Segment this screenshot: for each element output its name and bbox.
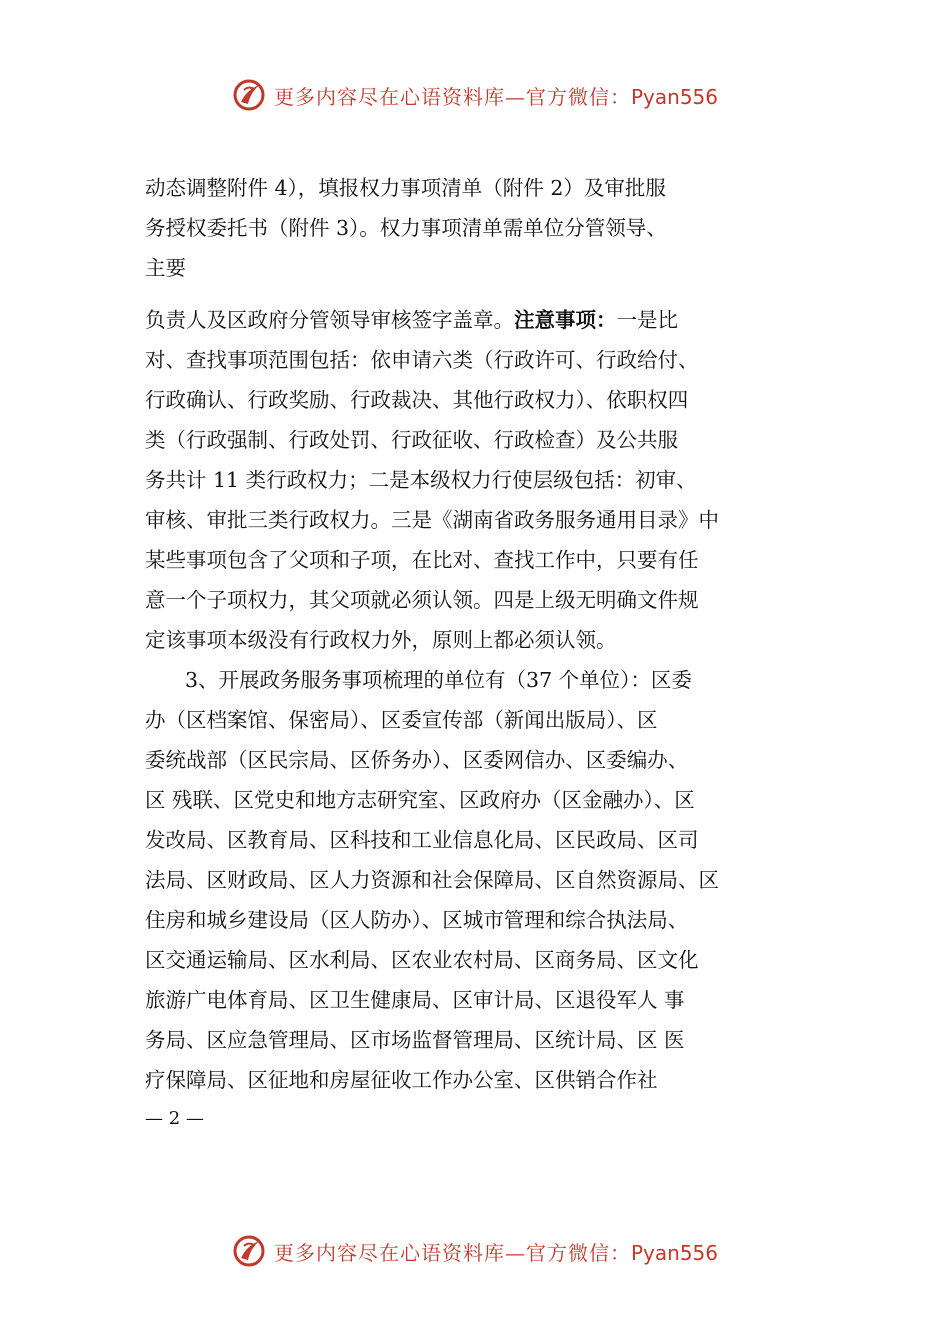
header-banner-text: 更多内容尽在心语资料库—官方微信：Pyan556 — [273, 84, 718, 109]
text-line: 负责人及区政府分管领导审核签字盖章。注意事项：一是比 — [145, 308, 678, 332]
flame-logo-icon — [232, 1234, 266, 1268]
text-line: 某些事项包含了父项和子项，在比对、查找工作中，只要有任 — [145, 548, 699, 572]
page-number: — 2 — — [145, 1108, 204, 1129]
footer-banner — [0, 1226, 950, 1276]
text-line: 动态调整附件 4），填报权力事项清单（附件 2）及审批服 — [145, 176, 666, 200]
text-line: 区交通运输局、区水利局、区农业农村局、区商务局、区文化 — [145, 948, 699, 972]
text-line: 发改局、区教育局、区科技和工业信息化局、区民政局、区司 — [145, 828, 699, 852]
text-line: 旅游广电体育局、区卫生健康局、区审计局、区退役军人 事 — [145, 988, 685, 1012]
text-line: 委统战部（区民宗局、区侨务办）、区委网信办、区委编办、 — [145, 748, 689, 772]
text-line: 务共计 11 类行政权力；二是本级权力行使层级包括：初审、 — [145, 468, 697, 492]
text-line: 意一个子项权力，其父项就必须认领。四是上级无明确文件规 — [145, 588, 699, 612]
text-line: 审核、审批三类行政权力。三是《湖南省政务服务通用目录》中 — [145, 508, 719, 532]
text-line: 办（区档案馆、保密局）、区委宣传部（新闻出版局）、区 — [145, 708, 658, 732]
header-banner — [0, 70, 950, 120]
text-line: 住房和城乡建设局（区人防办）、区城市管理和综合执法局、 — [145, 908, 689, 932]
body-text — [145, 168, 835, 1100]
text-line: 务局、区应急管理局、区市场监督管理局、区统计局、区 医 — [145, 1028, 685, 1052]
text-line: 对、查找事项范围包括：依申请六类（行政许可、行政给付、 — [145, 348, 699, 372]
text-line: 法局、区财政局、区人力资源和社会保障局、区自然资源局、区 — [145, 868, 719, 892]
footer-banner-text: 更多内容尽在心语资料库—官方微信：Pyan556 — [273, 1240, 718, 1265]
notice-label: 注意事项： — [514, 308, 617, 332]
text-line: 类（行政强制、行政处罚、行政征收、行政检查）及公共服 — [145, 428, 678, 452]
text-line: 主要 — [145, 256, 186, 280]
text-line: 行政确认、行政奖励、行政裁决、其他行政权力）、依职权四 — [145, 388, 689, 412]
text-line: 定该事项本级没有行政权力外，原则上都必须认领。 — [145, 628, 617, 652]
text-line: 3、开展政务服务事项梳理的单位有（37 个单位）：区委 — [185, 668, 692, 692]
text-line: 务授权委托书（附件 3）。权力事项清单需单位分管领导、 — [145, 216, 667, 240]
text-line: 区 残联、区党史和地方志研究室、区政府办（区金融办）、区 — [145, 788, 695, 812]
flame-logo-icon — [232, 78, 266, 112]
text-line: 疗保障局、区征地和房屋征收工作办公室、区供销合作社 — [145, 1068, 658, 1092]
